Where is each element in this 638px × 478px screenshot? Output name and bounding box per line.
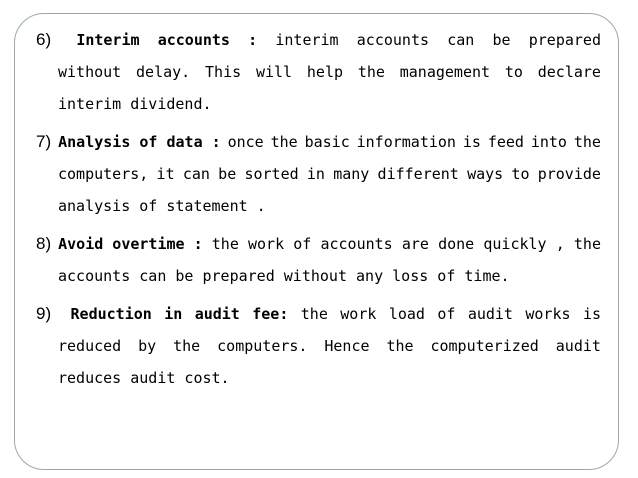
- item-9-word: audit: [194, 305, 240, 323]
- item-8-word: work: [248, 235, 285, 253]
- item-7-word: to: [511, 165, 530, 183]
- item-9-word: Reduction: [70, 305, 152, 323]
- item-6-word: accounts: [157, 31, 230, 49]
- item-6-word: can: [447, 31, 475, 49]
- item-9-word: Hence: [324, 337, 370, 355]
- item-9-line-1: [36, 298, 601, 330]
- item-6-word: to: [504, 63, 523, 81]
- item-9-word: of: [437, 305, 456, 323]
- item-8-word: done: [438, 235, 475, 253]
- item-6-line-2: [36, 56, 601, 88]
- item-7-line-3: [36, 190, 601, 222]
- item-7-word: ways: [467, 165, 504, 183]
- item-9-word: computers.: [217, 337, 308, 355]
- item-7-line-2: [36, 158, 601, 190]
- item-6-word: will: [255, 63, 293, 81]
- item-7-word: different: [377, 165, 459, 183]
- item-9-word: audit: [555, 337, 601, 355]
- item-6-word: management: [399, 63, 491, 81]
- item-6-word: accounts: [356, 31, 430, 49]
- list-item-8: [36, 228, 601, 292]
- item-9-word: reduced: [58, 337, 122, 355]
- item-6-word: declare: [537, 63, 601, 81]
- item-6-word: be: [492, 31, 511, 49]
- list-item-6: [36, 24, 601, 120]
- item-9-word: works: [525, 305, 571, 323]
- item-6-line-3: [36, 88, 601, 120]
- item-8-word: the: [573, 235, 601, 253]
- item-7-word: feed: [487, 133, 524, 151]
- item-9-word: work: [340, 305, 377, 323]
- item-7-word: it: [156, 165, 175, 183]
- item-6-word: This: [205, 63, 242, 81]
- item-8-keyword: Avoid overtime :: [58, 235, 203, 253]
- item-6-word: the: [357, 63, 385, 81]
- item-7-heading: [36, 126, 221, 158]
- item-7-line-1: [36, 126, 601, 158]
- item-8-word: of: [293, 235, 312, 253]
- item-7-word: can: [182, 165, 210, 183]
- item-8-word: are: [401, 235, 429, 253]
- item-8-word: the: [211, 235, 239, 253]
- item-9-word: by: [138, 337, 157, 355]
- item-8-word: accounts: [320, 235, 393, 253]
- item-9-word: the: [386, 337, 414, 355]
- item-9-word: fee:: [252, 305, 289, 323]
- list-item-9: [36, 298, 601, 394]
- item-6-word: prepared: [528, 31, 601, 49]
- item-7-word: provide: [537, 165, 601, 183]
- item-6-line-1: [36, 24, 601, 56]
- item-7-word: information: [356, 133, 456, 151]
- item-7-word: is: [462, 133, 481, 151]
- item-9-word: is: [582, 305, 601, 323]
- item-7-word: the: [270, 133, 298, 151]
- item-9-word: load: [388, 305, 425, 323]
- item-7-number: 7): [36, 132, 52, 151]
- item-9-number: 9): [36, 304, 52, 323]
- item-7-word: basic: [304, 133, 350, 151]
- item-9-word: the: [300, 305, 328, 323]
- item-9-word: the: [173, 337, 201, 355]
- item-6-word: Interim: [76, 31, 140, 49]
- item-7-word: in: [306, 165, 325, 183]
- item-6-word: without: [58, 63, 122, 81]
- item-8-line-2: [36, 260, 601, 292]
- list-item-7: [36, 126, 601, 222]
- item-7-word: many: [333, 165, 370, 183]
- item-6-word: help: [306, 63, 344, 81]
- item-6-word: delay.: [136, 63, 191, 81]
- item-7-word: the: [573, 133, 601, 151]
- item-6-word: interim: [275, 31, 339, 49]
- item-8-word: quickly: [483, 235, 547, 253]
- item-7-word: sorted: [244, 165, 299, 183]
- item-9-word: audit: [467, 305, 513, 323]
- item-9-line-2: [36, 330, 601, 362]
- item-6-text: interim dividend.: [58, 95, 212, 113]
- item-7-word: once: [227, 133, 264, 151]
- item-9-line-3: [36, 362, 601, 394]
- item-6-number: 6): [36, 30, 52, 49]
- item-7-word: into: [530, 133, 567, 151]
- item-8-word: ,: [555, 235, 565, 253]
- item-8-heading: [36, 228, 203, 260]
- item-7-text: analysis of statement .: [58, 197, 266, 215]
- item-7-keyword: Analysis of data :: [58, 133, 221, 151]
- item-8-number: 8): [36, 234, 52, 253]
- item-9-word: in: [164, 305, 183, 323]
- item-9-word: computerized: [430, 337, 539, 355]
- item-8-line-1: [36, 228, 601, 260]
- slide-content: [36, 24, 601, 400]
- item-8-text: accounts can be prepared without any loss of time.: [58, 267, 510, 285]
- item-7-word: computers,: [58, 165, 149, 183]
- item-9-text: reduces audit cost.: [58, 369, 230, 387]
- item-6-word: :: [248, 31, 258, 49]
- item-7-word: be: [218, 165, 237, 183]
